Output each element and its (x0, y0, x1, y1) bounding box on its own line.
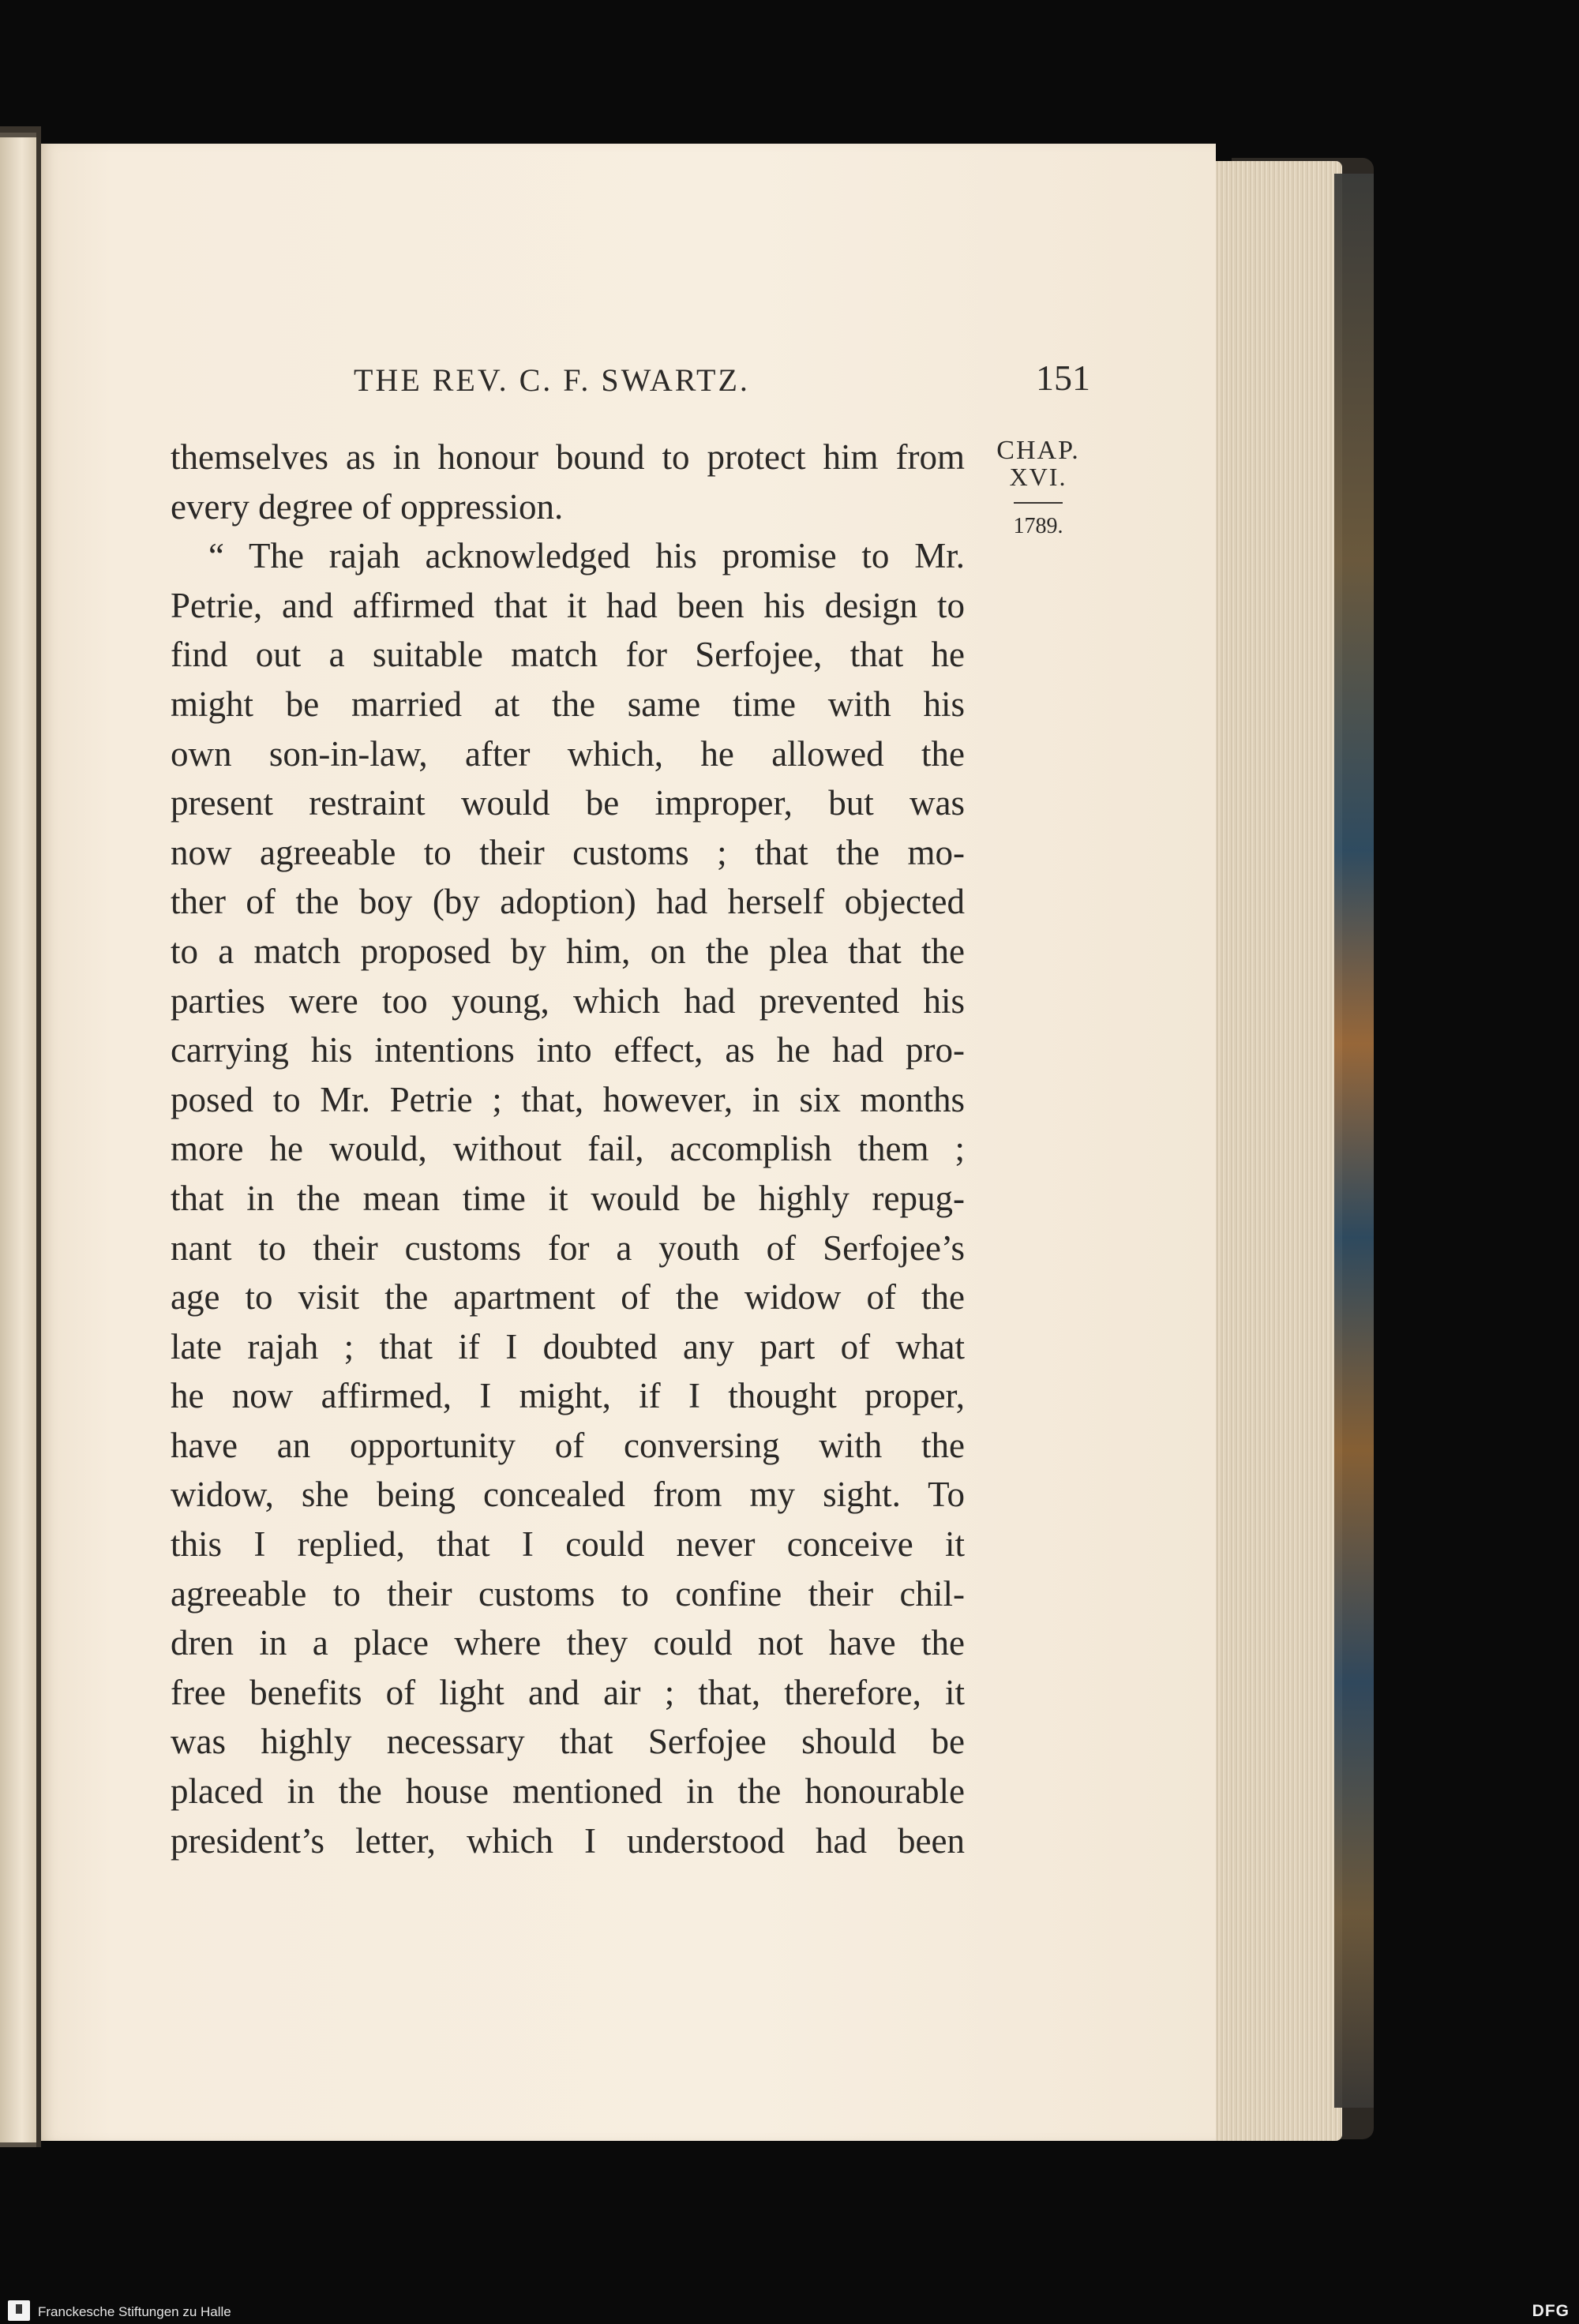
institution-logo-icon (8, 2300, 30, 2321)
text-line: might be married at the same time with his (171, 684, 965, 724)
text-line: posed to Mr. Petrie ; that, however, in six months (171, 1079, 965, 1119)
margin-rule (1014, 502, 1063, 504)
text-line: more he would, without fail, accomplish them ; (171, 1129, 965, 1169)
margin-chap-label: CHAP. (996, 436, 1080, 465)
viewer-footer (0, 2297, 1579, 2324)
text-line: dren in a place where they could not have the (171, 1623, 965, 1663)
text-line: agreeable to their customs to confine their chil- (171, 1573, 965, 1614)
text-line: now agreeable to their customs ; that the mo- (171, 832, 965, 872)
margin-year: 1789. (1013, 514, 1063, 538)
text-line: that in the mean time it would be highly repug- (171, 1178, 965, 1218)
margin-note (995, 437, 1082, 538)
text-line: own son-in-law, after which, he allowed the (171, 733, 965, 774)
text-line: placed in the house mentioned in the honourable (171, 1771, 965, 1812)
text-line: was highly necessary that Serfojee should be (171, 1722, 965, 1762)
text-line: free benefits of light and air ; that, therefore, it (171, 1672, 965, 1712)
text-line: present restraint would be improper, but was (171, 783, 965, 823)
left-page-edge (0, 133, 36, 2147)
text-line: themselves as in honour bound to protect him from (171, 437, 965, 477)
text-line: age to visit the apartment of the widow of the (171, 1277, 965, 1318)
text-line: have an opportunity of conversing with the (171, 1425, 965, 1465)
page-fore-edge (1216, 161, 1342, 2141)
page-number: 151 (1036, 358, 1090, 398)
text-line: late rajah ; that if I doubted any part of what (171, 1326, 965, 1366)
text-line: this I replied, that I could never conceive it (171, 1524, 965, 1565)
dfg-logo: DFG (1532, 2302, 1570, 2320)
text-line: he now affirmed, I might, if I thought proper, (171, 1376, 965, 1416)
text-line: find out a suitable match for Serfojee, that he (171, 635, 965, 675)
text-line: to a match proposed by him, on the plea that the (171, 931, 965, 971)
margin-chap-number: XVI. (1009, 463, 1067, 491)
body-text (171, 433, 965, 1865)
text-line: carrying his intentions into effect, as he had pro- (171, 1030, 965, 1070)
running-head: THE REV. C. F. SWARTZ. (354, 362, 750, 398)
institution-name: Franckesche Stiftungen zu Halle (38, 2304, 231, 2319)
text-line: ther of the boy (by adoption) had herself objected (171, 882, 965, 922)
marbled-cover-edge (1334, 174, 1374, 2108)
text-line: president’s letter, which I understood had been (171, 1820, 965, 1861)
text-line: widow, she being concealed from my sight. To (171, 1475, 965, 1515)
text-line: “ The rajah acknowledged his promise to Mr. (208, 536, 965, 576)
text-line: every degree of oppression. (171, 486, 564, 527)
text-line: parties were too young, which had prevented his (171, 980, 965, 1021)
text-line: Petrie, and affirmed that it had been his design to (171, 585, 965, 625)
text-line: nant to their customs for a youth of Serfojee’s (171, 1228, 965, 1268)
